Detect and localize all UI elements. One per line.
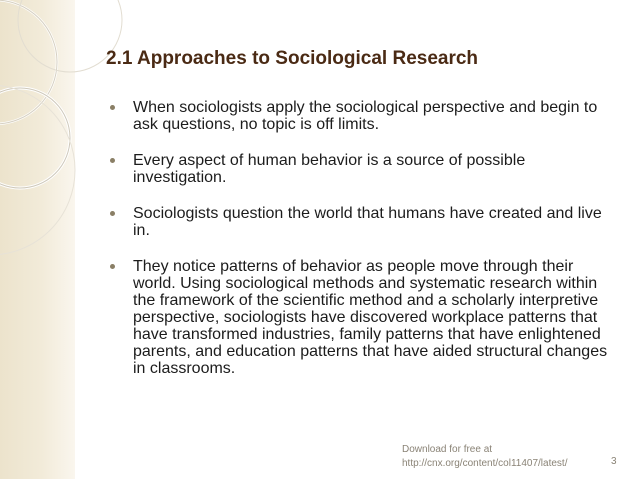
bullet-item	[108, 205, 608, 239]
bullet-text: They notice patterns of behavior as people move through their world. Using sociological methods and systematic research within the framework of the scientific method and a scholarly interpretive perspective, sociologists have discovered workplace patterns that have transformed industries, family patterns that have enlightened parents, and education patterns that have aided structural changes in classrooms.	[133, 258, 608, 377]
bullet-list	[108, 99, 608, 396]
bullet-dot-icon	[110, 211, 115, 216]
bullet-dot-icon	[110, 158, 115, 163]
bullet-text: When sociologists apply the sociological perspective and begin to ask questions, no topic is off limits.	[133, 99, 598, 133]
footer-link[interactable]: http://cnx.org/content/col11407/latest/	[402, 458, 568, 469]
bullet-text: Sociologists question the world that humans have created and live in.	[133, 205, 602, 239]
page-number: 3	[611, 456, 617, 467]
footer-line: Download for free at	[402, 444, 493, 455]
bullet-item	[108, 258, 608, 377]
bullet-text: Every aspect of human behavior is a source of possible investigation.	[133, 152, 526, 186]
slide-title: 2.1 Approaches to Sociological Research	[106, 48, 479, 69]
bullet-dot-icon	[110, 264, 115, 269]
bullet-dot-icon	[110, 105, 115, 110]
footer-note	[402, 443, 567, 471]
bullet-item	[108, 152, 608, 186]
bullet-item	[108, 99, 608, 133]
